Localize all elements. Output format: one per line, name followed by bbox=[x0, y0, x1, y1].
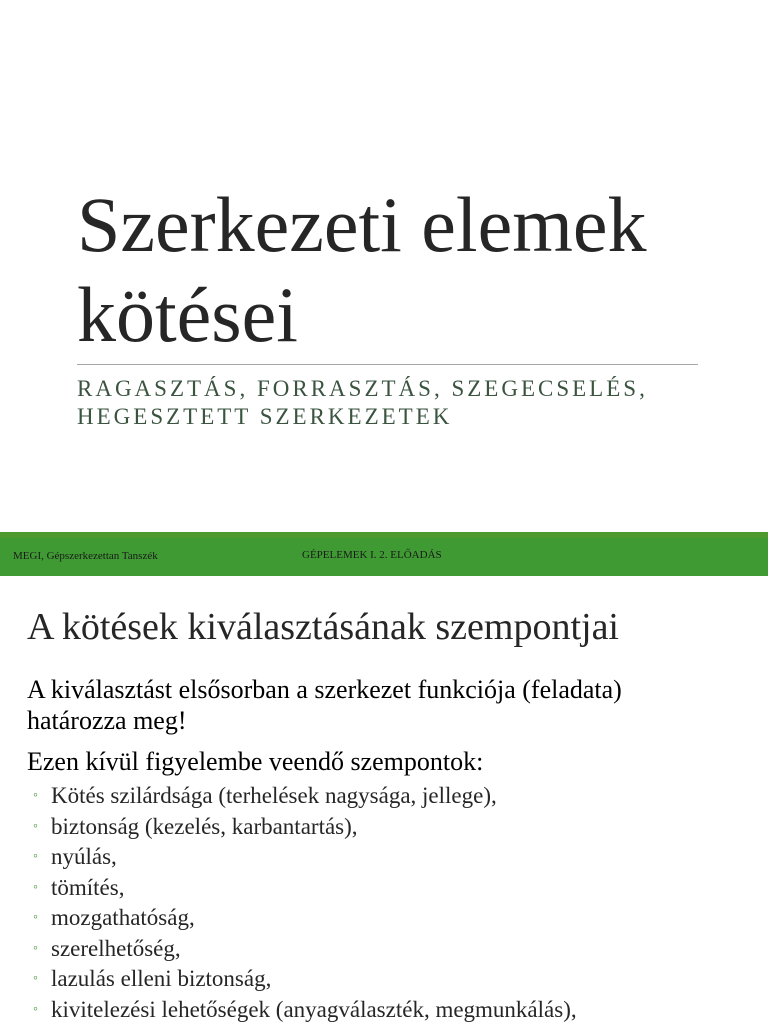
slide-subtitle-line1: RAGASZTÁS, FORRASZTÁS, SZEGECSELÉS, bbox=[77, 376, 648, 401]
bullet-icon: ◦ bbox=[33, 849, 38, 864]
bullet-icon: ◦ bbox=[33, 910, 38, 925]
criteria-list bbox=[33, 781, 577, 1024]
intro-paragraph-line1: A kiválasztást elsősorban a szerkezet funkciója (feladata) bbox=[27, 675, 622, 704]
bullet-icon: ◦ bbox=[33, 879, 38, 895]
list-item: ◦ Kötés szilárdsága (terhelések nagysága, jellege), bbox=[33, 781, 577, 812]
list-item: ◦ nyúlás, bbox=[33, 842, 577, 873]
slide-subtitle bbox=[77, 375, 737, 431]
intro-paragraph-line2: határozza meg! bbox=[27, 706, 187, 735]
criteria-heading: Ezen kívül figyelembe veendő szempontok: bbox=[27, 747, 484, 776]
list-item: ◦ szerelhetőség, bbox=[33, 934, 577, 965]
footer-course: GÉPELEMEK I. 2. ELŐADÁS bbox=[302, 549, 442, 561]
list-item: ◦ biztonság (kezelés, karbantartás), bbox=[33, 812, 577, 843]
list-item: ◦ kivitelezési lehetőségek (anyagválaszték, megmunkálás), bbox=[33, 995, 577, 1024]
slide-title-line1: Szerkezeti elemek bbox=[77, 181, 647, 268]
content-slide-title: A kötések kiválasztásának szempontjai bbox=[27, 606, 619, 648]
bullet-icon: ◦ bbox=[33, 1001, 38, 1017]
bullet-icon: ◦ bbox=[33, 818, 38, 834]
footer-department: MEGI, Gépszerkezettan Tanszék bbox=[13, 550, 158, 562]
list-item: ◦ tömítés, bbox=[33, 873, 577, 904]
title-divider bbox=[77, 364, 698, 365]
bullet-icon: ◦ bbox=[33, 788, 38, 803]
slide-title bbox=[77, 180, 737, 360]
slide-subtitle-line2: HEGESZTETT SZERKEZETEK bbox=[77, 404, 453, 429]
bullet-icon: ◦ bbox=[33, 940, 38, 956]
bullet-icon: ◦ bbox=[33, 971, 38, 986]
slide-title-line2: kötései bbox=[77, 271, 298, 358]
intro-paragraph bbox=[27, 674, 747, 736]
list-item: ◦ lazulás elleni biztonság, bbox=[33, 964, 577, 995]
list-item: ◦ mozgathatóság, bbox=[33, 903, 577, 934]
